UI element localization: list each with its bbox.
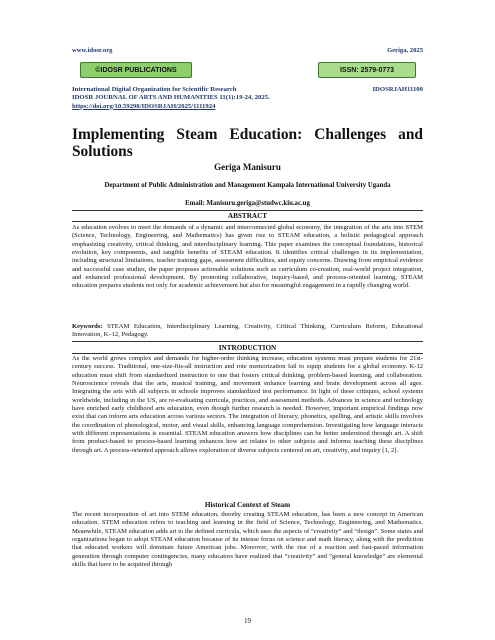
page-number: 19 <box>244 618 251 625</box>
author-email[interactable]: Email: Manisuru.geriga@studwc.kiu.ac.ug <box>185 200 310 207</box>
keywords <box>72 323 423 340</box>
introduction-heading: INTRODUCTION <box>218 344 277 352</box>
history-heading: Historical Context of Steam <box>204 501 291 509</box>
keywords-list: STEAM Education, Interdisciplinary Learning, Creativity, Critical Thinking, Curriculum Reform, Educational Innovation, K–12, Pedagogy. <box>72 323 423 339</box>
divider <box>72 210 423 211</box>
journal-citation: IDOSR JOURNAL OF ARTS AND HUMANITIES 11(1):19-24, 2025. <box>72 94 270 102</box>
abstract-heading: ABSTRACT <box>227 212 268 220</box>
author-affiliation: Department of Public Administration and Management Kampala International University Uganda <box>104 182 391 189</box>
doi-link[interactable]: https://doi.org/10.59298/IDOSRJAH/2025/1111924 <box>72 102 216 110</box>
journal-info <box>72 86 423 111</box>
article-title <box>72 126 423 160</box>
divider <box>72 353 423 354</box>
keywords-label: Keywords: <box>72 323 103 330</box>
abstract-text: As education evolves to meet the demands of a dynamic and interconnected global economy, the integration of the arts into STEM (Science, Technology, Engineering, and Mathematics) has given rise to STEAM education, a holistic pedagogical approach emphasizing creativity, critical thinking, and interdisciplinary learning. This paper examines the conceptual foundations, historical evolution, key components, and tangible benefits of STEAM education. It identifies critical challenges in its implementation, including structural limitations, teacher training gaps, assessment difficulties, and equity concerns. Drawing from empirical evidence and successful case studies, the paper proposes actionable solutions such as curriculum co-creation, real-world project integration, and enhanced professional development. By promoting collaborative, inquiry-based, and process-oriented learning, STEAM education prepares students not only for academic achievement but also for meaningful engagement in a rapidly changing world. <box>72 224 423 290</box>
issn-badge: ISSN: 2579-0773 <box>318 62 416 78</box>
title-line-1: Implementing Steam Education: Challenges and <box>72 126 423 143</box>
divider <box>72 341 423 342</box>
title-line-2: Solutions <box>72 143 133 160</box>
running-author-year: Geriga, 2025 <box>387 47 423 54</box>
introduction-text: As the world grows complex and demands for higher-order thinking increase, education systems must prepare students for 21st-century success. Traditional, one-size-fits-all instruction and rote memorization fail to equip students for a global economy. K-12 education must shift from standardized instruction to one that fosters critical thinking, problem-based learning, and collaboration. Neuroscience reveals that the arts, musical training, and movement enhance learning and brain development across all ages. Integrating the arts with all subjects in schools improves standardized test performance. In light of these critiques, school systems worldwide, including in the US, are re-evaluating curricula, practices, and assessment methods. Advances in science and technology have enriched early childhood arts education, even though further research is needed. However, important empirical findings now exist that can inform arts education across various sectors. The integration of literacy, phonetics, spelling, and artistic skills involves the coordination of phonological, motor, and visual skills, enhancing language comprehension. Investigating how language interacts with different representations is essential. STEAM education answers how disciplines can be better understood through art. A shift from product-based to process-based learning enhances how art relates to other subjects and informs teaching these disciplines through art. A process-oriented approach allows exploration of diverse subjects centered on art, creativity, and inquiry [1, 2]. <box>72 355 423 454</box>
website-link[interactable]: www.idosr.org <box>72 47 113 54</box>
author-name: Geriga Manisuru <box>214 162 281 172</box>
history-text: The recent incorporation of art into STEM education, thereby creating STEAM education, has been a new concept in American education. STEM education refers to teaching and learning in the field of Science, Technology, Engineering, and Mathematics. Meanwhile, STEAM education adds art to the defined curricula, which uses the aspects of “creativity” and “design”. Some states and organizations began to adopt STEAM education because of its intense focus on science and math literacy, along with the prediction that educated workers will dominate future American jobs. Moreover, with the rise of a reaction and fast-paced information generation through computer contingencies, many educators have realized that “creativity” and “general knowledge” are elemental skills that have to be acquired through <box>72 511 423 569</box>
publisher-badge: ©IDOSR PUBLICATIONS <box>80 62 192 78</box>
organization-name: International Digital Organization for Scientific Research <box>72 86 237 93</box>
divider <box>72 221 423 222</box>
article-code: IDOSRJAH11100 <box>372 86 423 93</box>
